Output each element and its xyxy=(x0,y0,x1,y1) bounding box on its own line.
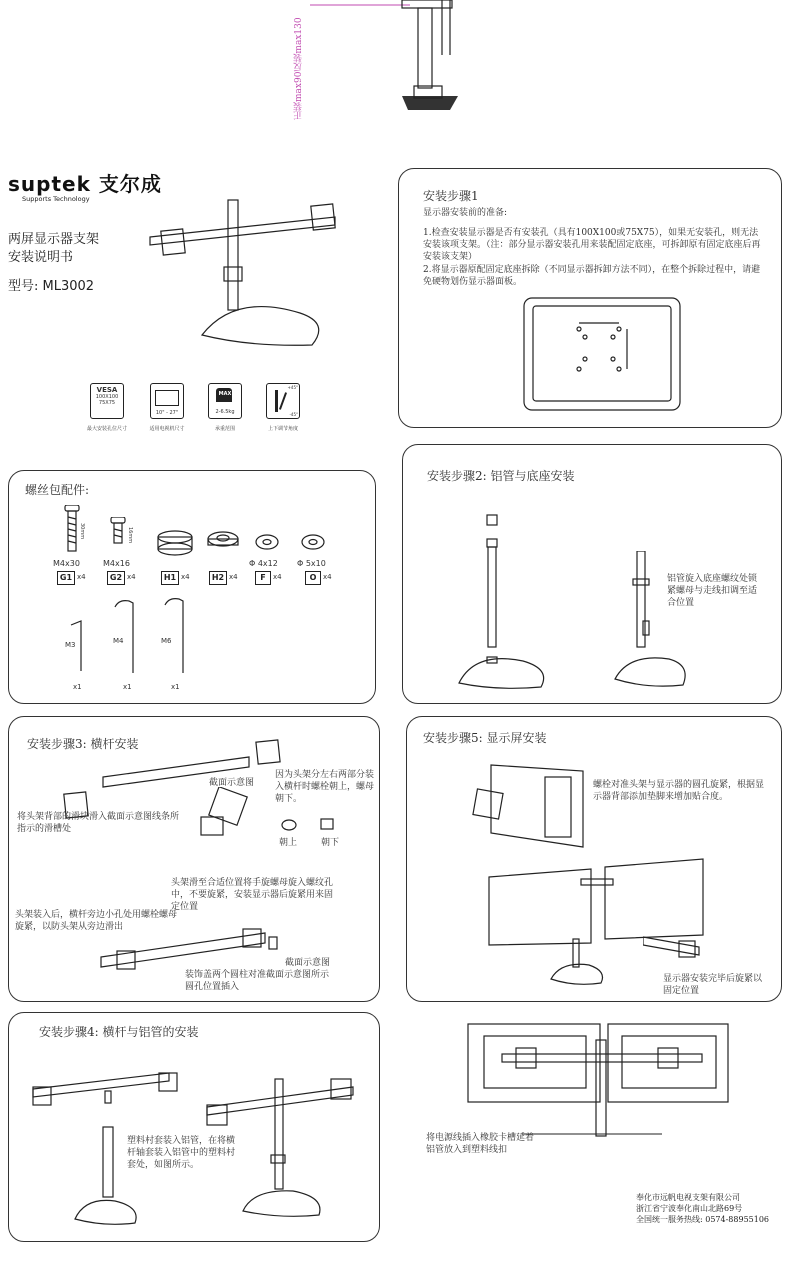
step3-section-label2: 截面示意图 xyxy=(285,958,331,968)
step5-note-bolt: 螺栓对准头架与显示器的圆孔旋紧，根据显示器背部添加垫脚来增加贴合度。 xyxy=(593,780,765,802)
part-code-g1: G1 xyxy=(57,571,75,585)
step5-dual-monitor-figure xyxy=(485,855,705,989)
part-qty-g1: x4 xyxy=(77,573,86,581)
part-qty-o: x4 xyxy=(323,573,332,581)
step3-head-figure xyxy=(195,787,255,843)
step4-assembled-figure xyxy=(203,1071,363,1221)
up-down-figure xyxy=(281,815,341,835)
vesa-hole-figure xyxy=(523,297,681,413)
vesa-icon: VESA 100X100 75X75 xyxy=(90,383,124,419)
monitor-size-icon: 10" - 27" xyxy=(150,383,184,419)
badge-vesa: VESA 100X100 75X75 最大安装孔位尺寸 xyxy=(82,383,132,432)
company-address: 浙江省宁波奉化南山北路69号 xyxy=(636,1204,743,1213)
part-qty-f: x4 xyxy=(273,573,282,581)
step3-section-label: 截面示意图 xyxy=(209,778,255,788)
step3-note-slide: 将头架背部的滑块滑入截面示意图线条所指示的滑槽处 xyxy=(17,812,180,834)
brand-tagline: Supports Technology xyxy=(22,195,90,203)
step5-title: 安装步骤5: 显示屏安装 xyxy=(423,731,547,745)
spacer-h1-figure xyxy=(155,529,195,559)
step2-title: 安装步骤2: 铝管与底座安装 xyxy=(427,469,575,483)
model-label: 型号: xyxy=(8,279,39,294)
cover-stand-figure xyxy=(140,195,360,355)
parts-title: 螺丝包配件: xyxy=(25,483,90,497)
spacer-h2-figure xyxy=(205,529,241,555)
step5-panel xyxy=(406,716,782,1002)
washer-o-figure xyxy=(301,533,325,551)
part-code-g2: G2 xyxy=(107,571,125,585)
top-clamp-figure xyxy=(290,0,470,130)
step1-para2: 2.将显示器原配固定底座拆除（不同显示器拆卸方法不同），在整个拆除过程中，请避免硬物划伤显示器面板。 xyxy=(423,265,761,287)
step1-subtitle: 显示器安装前的准备: xyxy=(423,208,508,218)
badge-weight: MAX 2-6.5kg 承重范围 xyxy=(200,383,250,432)
step2-figure-assembled xyxy=(611,551,691,691)
part-code-o: O xyxy=(305,571,321,585)
company-name: 奉化市远帆电视支架有限公司 xyxy=(636,1193,740,1202)
key-qty-m6: x1 xyxy=(171,683,180,691)
step5-detail-figure xyxy=(643,931,703,967)
cable-note: 将电源线插入橡胶卡槽延着铝管放入到塑料线扣 xyxy=(426,1133,535,1155)
part-size-o: Φ 5x10 xyxy=(297,559,326,568)
company-info xyxy=(636,1192,769,1225)
part-qty-h2: x4 xyxy=(229,573,238,581)
screw-g1-figure xyxy=(61,505,91,557)
key-label-m6: M6 xyxy=(161,637,172,645)
hex-keys-figure xyxy=(49,595,219,677)
key-qty-m4: x1 xyxy=(123,683,132,691)
step4-panel xyxy=(8,1012,380,1242)
key-label-m3: M3 xyxy=(65,641,76,649)
screw-g2-figure xyxy=(109,517,139,557)
step2-figure-exploded xyxy=(453,511,553,691)
company-hotline: 全国统一服务热线: 0574-88955106 xyxy=(636,1215,770,1224)
badge-size: 10" - 27" 适用电视机尺寸 xyxy=(142,383,192,432)
part-qty-g2: x4 xyxy=(127,573,136,581)
step3-note-side: 头架装入后，横杆旁边小孔处用螺栓螺母旋紧，以防头架从旁边滑出 xyxy=(15,910,178,932)
up-label: 朝上 xyxy=(279,838,298,848)
step3-title: 安装步骤3: 横杆安装 xyxy=(27,737,139,751)
step5-note-done: 显示器安装完毕后旋紧以固定位置 xyxy=(663,974,763,996)
step4-title: 安装步骤4: 横杆与铝管的安装 xyxy=(39,1025,199,1039)
step3-note-head: 因为头架分左右两部分装入横杆时螺栓朝上，螺母朝下。 xyxy=(275,770,375,804)
step5-monitor-back-figure xyxy=(471,761,591,851)
badge-tilt: +45° -45° 上下调节角度 xyxy=(267,385,298,432)
down-label: 朝下 xyxy=(321,838,340,848)
spec-badges xyxy=(82,383,312,443)
washer-f-figure xyxy=(255,533,279,551)
g1-dim: 30mm xyxy=(79,523,85,540)
part-size-g1: M4x30 xyxy=(53,559,80,568)
step1-para1: 1.检查安装显示器是否有安装孔（具有100X100或75X75），如果无安装孔，则无法安装该项支架。（注：部分显示器安装孔用来装配固定底座，可拆卸原有固定底座后再安装该支架） xyxy=(423,228,761,262)
parts-panel xyxy=(8,470,376,704)
manual-title: 安装说明书 xyxy=(8,250,74,265)
step3-note-cap: 装饰盖两个圆柱对准截面示意图所示圆孔位置插入 xyxy=(185,970,330,992)
step1-panel xyxy=(398,168,782,428)
part-code-h2: H2 xyxy=(209,571,227,585)
key-label-m4: M4 xyxy=(113,637,124,645)
key-qty-m3: x1 xyxy=(73,683,82,691)
step1-title: 安装步骤1 xyxy=(423,189,479,203)
step3-panel xyxy=(8,716,380,1002)
step4-note: 塑料村套装入铝管，在将横杆轴套装入铝管中的塑料村套处，如图所示。 xyxy=(127,1136,236,1170)
model-number: ML3002 xyxy=(42,279,95,294)
final-back-view-figure xyxy=(462,1020,730,1140)
product-name: 两屏显示器支架 xyxy=(8,232,100,247)
tilt-angle-icon: +45° -45° xyxy=(266,383,300,419)
step3-rail-assembled xyxy=(95,917,295,977)
brand-logo: suptek 支尔成 Supports Technology xyxy=(8,172,162,203)
model-line xyxy=(8,275,94,294)
step3-note-tighten: 头架滑至合适位置将手旋螺母旋入螺纹孔中，不要旋紧，安装显示器后旋紧用来固定位置 xyxy=(171,878,334,912)
part-size-f: Φ 4x12 xyxy=(249,559,278,568)
part-code-f: F xyxy=(255,571,271,585)
weight-icon: MAX 2-6.5kg xyxy=(208,383,242,419)
step2-note: 铝管旋入底座螺纹处锁紧螺母与走线扣调至适合位置 xyxy=(667,574,758,608)
g2-dim: 16mm xyxy=(127,527,133,544)
part-qty-h1: x4 xyxy=(181,573,190,581)
part-size-g2: M4x16 xyxy=(103,559,130,568)
step2-panel xyxy=(402,444,782,704)
part-code-h1: H1 xyxy=(161,571,179,585)
top-annotation: 正装max90反装max130 xyxy=(294,17,304,120)
